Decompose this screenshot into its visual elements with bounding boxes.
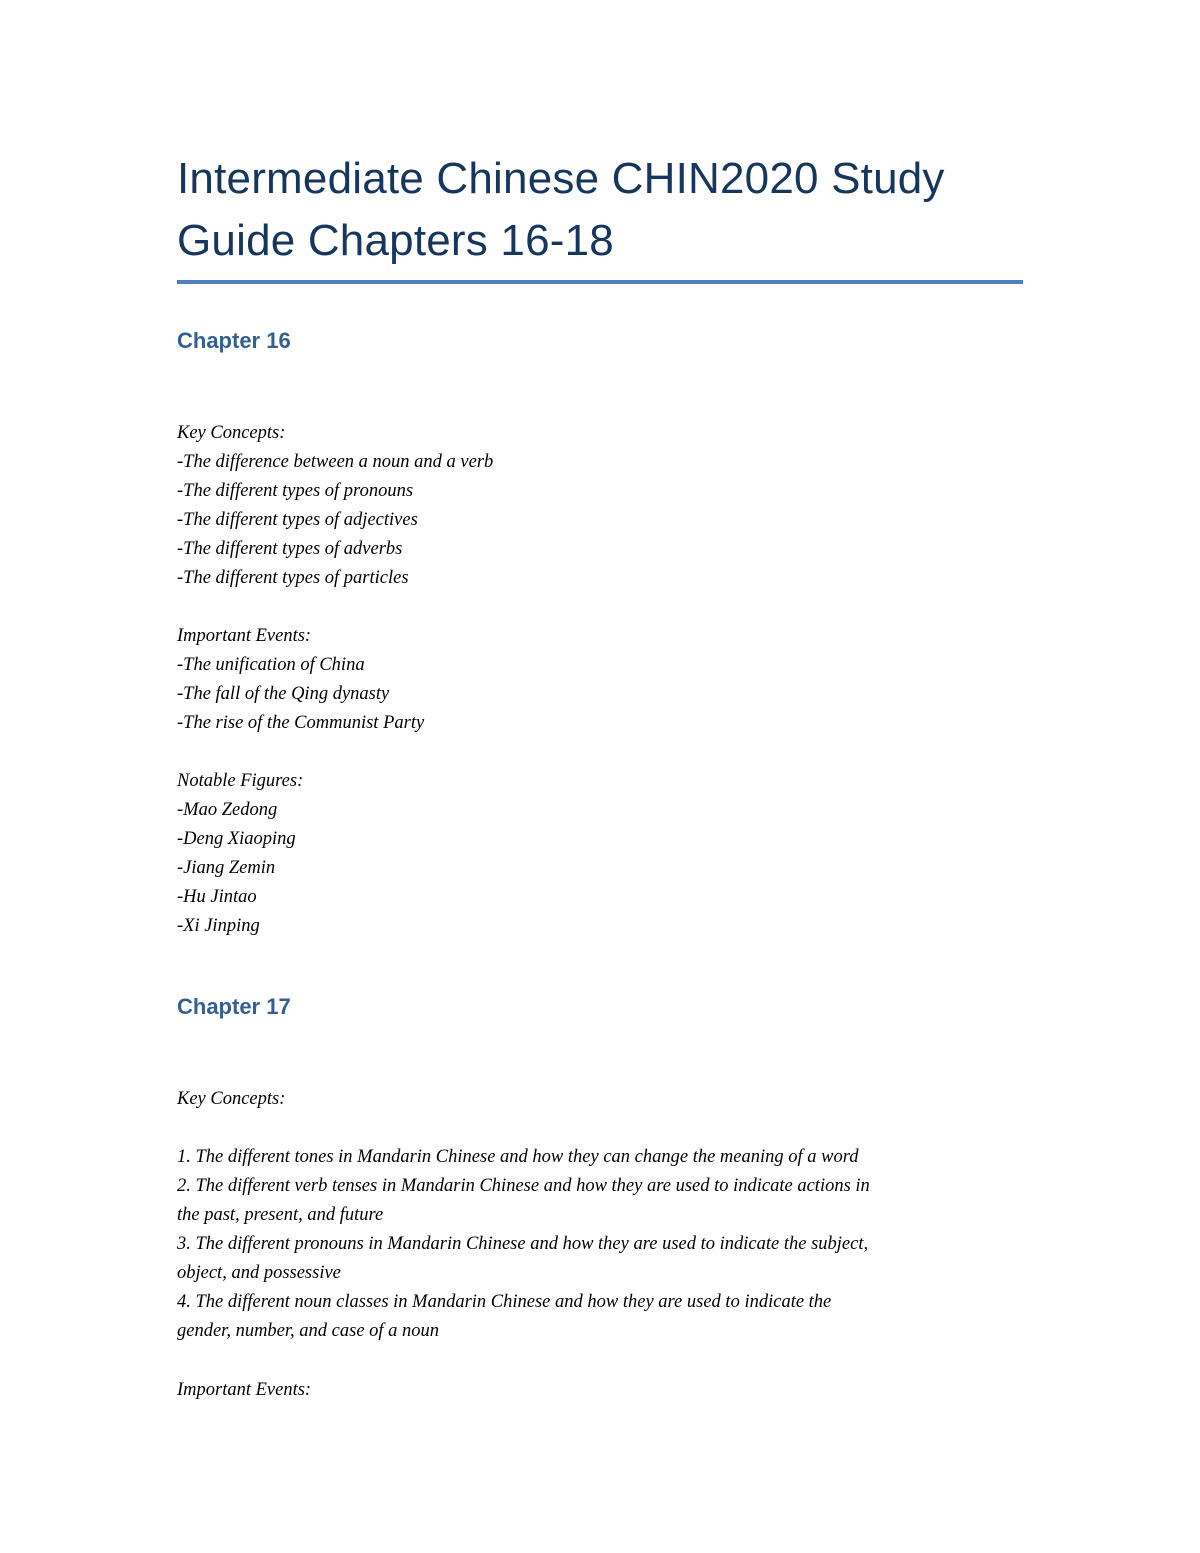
list-item: -The different types of adverbs — [177, 539, 403, 559]
list-item: -The rise of the Communist Party — [177, 713, 425, 733]
list-item-continuation: the past, present, and future — [177, 1205, 384, 1225]
chapter-17-events — [177, 1376, 1023, 1405]
chapter-17-key-concepts-label — [177, 1085, 1023, 1114]
chapter-17-important-events — [177, 1376, 1023, 1405]
chapter-16-body — [177, 419, 1023, 593]
list-item: -The fall of the Qing dynasty — [177, 684, 390, 704]
list-item: -Xi Jinping — [177, 916, 260, 936]
list-item-continuation: object, and possessive — [177, 1263, 341, 1283]
chapter-16-notable-figures — [177, 767, 1023, 941]
list-item: -Jiang Zemin — [177, 858, 276, 878]
chapter-17-section — [177, 993, 1023, 1021]
chapter-16-section — [177, 327, 1023, 355]
chapter-16-heading: Chapter 16 — [177, 328, 291, 353]
list-item: -Hu Jintao — [177, 887, 257, 907]
list-item: 2. The different verb tenses in Mandarin Chinese and how they are used to indicate actions in — [177, 1176, 870, 1196]
title-underline — [177, 280, 1023, 284]
list-item: -The different types of adjectives — [177, 510, 418, 530]
chapter-17-heading: Chapter 17 — [177, 994, 291, 1019]
list-item: 3. The different pronouns in Mandarin Chinese and how they are used to indicate the subject, — [177, 1234, 869, 1254]
chapter-17-key-concepts-list — [177, 1143, 1023, 1346]
list-item: -Deng Xiaoping — [177, 829, 296, 849]
list-item: -Mao Zedong — [177, 800, 278, 820]
title-line-1: Intermediate Chinese CHIN2020 Study — [177, 154, 945, 203]
important-events-label: Important Events: — [177, 1380, 312, 1400]
key-concepts-label: Key Concepts: — [177, 423, 286, 443]
chapter-16-important-events — [177, 622, 1023, 738]
title-line-2: Guide Chapters 16-18 — [177, 216, 614, 265]
chapter-16-events — [177, 622, 1023, 738]
list-item: -The unification of China — [177, 655, 365, 675]
document-title — [177, 148, 1023, 272]
list-item: -The difference between a noun and a verb — [177, 452, 494, 472]
list-item-continuation: gender, number, and case of a noun — [177, 1321, 440, 1341]
notable-figures-label: Notable Figures: — [177, 771, 304, 791]
list-item: 1. The different tones in Mandarin Chinese and how they can change the meaning of a word — [177, 1147, 859, 1167]
chapter-16-key-concepts — [177, 419, 1023, 593]
document-page — [177, 148, 1023, 284]
important-events-label: Important Events: — [177, 626, 312, 646]
chapter-17-key-concepts-label-block — [177, 1085, 1023, 1114]
chapter-16-figures — [177, 767, 1023, 941]
chapter-17-key-concepts — [177, 1143, 1023, 1346]
list-item: -The different types of pronouns — [177, 481, 414, 501]
key-concepts-label: Key Concepts: — [177, 1089, 286, 1109]
list-item: -The different types of particles — [177, 568, 409, 588]
list-item: 4. The different noun classes in Mandarin Chinese and how they are used to indicate the — [177, 1292, 832, 1312]
